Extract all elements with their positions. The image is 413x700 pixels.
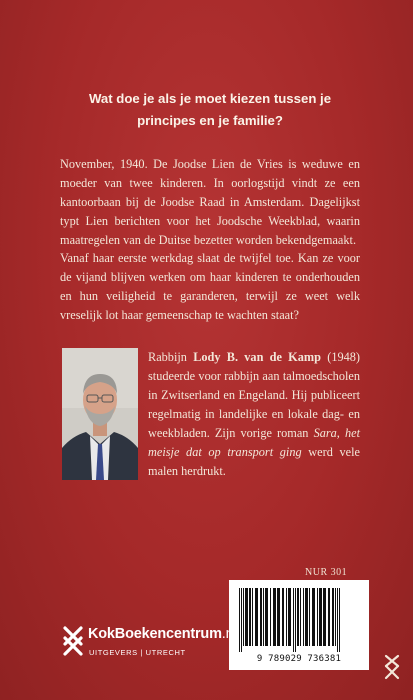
barcode-bar bbox=[337, 588, 338, 652]
author-name: Lody B. van de Kamp bbox=[193, 350, 321, 364]
publisher-name-suffix: .nl bbox=[221, 626, 237, 642]
isbn-number: 9 789029 736381 bbox=[256, 654, 342, 664]
barcode-bar bbox=[339, 588, 340, 652]
barcode-bar bbox=[335, 588, 336, 646]
publisher-name bbox=[88, 626, 237, 642]
barcode-bar bbox=[300, 588, 301, 646]
barcode-bar bbox=[317, 588, 318, 646]
blurb-paragraph-1: November, 1940. De Joodse Lien de Vries is weduwe en moeder van twee kinderen. In oorlogstijd vindt ze een kantoorbaan bij de Joodse Raad in Amsterdam. Dagelijkst typt Lien berichten voor het Joodsche Weekblad, waarin maatregelen van de Duitse bezetter worden bekendgemaakt. bbox=[60, 157, 360, 247]
publisher-subline: UITGEVERS | UTRECHT bbox=[89, 648, 186, 657]
bio-text-1: (1948) studeerde voor rabbijn aan talmoedscholen in Zwitserland en Engeland. Hij publiceert regelmatig in landelijke en lokale dag- en weekbladen. Zijn vorige roman bbox=[148, 350, 361, 440]
barcode-bar bbox=[309, 588, 310, 646]
bio-text-2: werd vele malen herdrukt. bbox=[148, 445, 360, 478]
barcode-bar bbox=[288, 588, 291, 646]
barcode-bar bbox=[303, 588, 304, 646]
publisher-name-main: KokBoekencentrum bbox=[88, 626, 222, 642]
barcode-bar bbox=[323, 588, 326, 646]
corner-logo-icon bbox=[382, 652, 402, 682]
barcode-bar bbox=[332, 588, 334, 646]
barcode-bar bbox=[319, 588, 322, 646]
barcode-bar bbox=[297, 588, 299, 646]
barcode-bar bbox=[305, 588, 308, 646]
barcode-bar bbox=[312, 588, 315, 646]
author-bio bbox=[148, 348, 360, 481]
nur-code: NUR 301 bbox=[305, 567, 348, 578]
barcode-bar bbox=[282, 588, 284, 646]
bio-prefix: Rabbijn bbox=[148, 350, 194, 364]
barcode-bar bbox=[286, 588, 287, 646]
barcode-bar bbox=[293, 588, 294, 652]
barcode-bar bbox=[328, 588, 330, 646]
barcode-bar bbox=[295, 588, 296, 652]
author-photo bbox=[62, 348, 138, 480]
blurb-paragraph-2: Vanaf haar eerste werkdag slaat de twijfel toe. Kan ze voor de vijand blijven werken om haar kinderen te onderhouden en hun veiligheid te garanderen, terwijl ze weet welk vreselijk lot haar gemeenschap te wachten staat? bbox=[60, 251, 360, 322]
tagline: Wat doe je als je moet kiezen tussen je principes en je familie? bbox=[88, 91, 332, 128]
previous-title: Sara, het meisje dat op transport ging bbox=[148, 426, 360, 459]
publisher-logo-icon bbox=[60, 622, 86, 660]
publisher-block bbox=[60, 622, 280, 668]
